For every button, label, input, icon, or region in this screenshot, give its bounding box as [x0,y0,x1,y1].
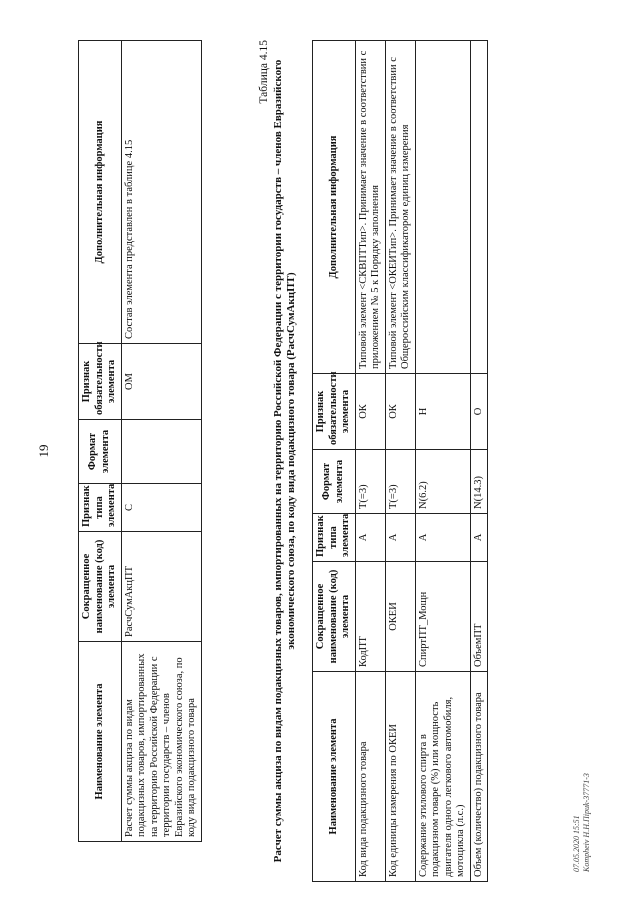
cell: Типовой элемент <ОКЕИТип>. Принимает значение в соответствии с Общероссийским классификатором единиц измерения [385,41,415,374]
table-header-row [313,41,356,882]
cell [470,41,488,374]
cell: РасчСумАкцПТ [121,532,201,642]
cell: ОбъемПТ [470,562,488,672]
header-cell: Дополнительная информация [79,41,122,344]
cell: Содержание этилового спирта в подакцизном товаре (%) или мощность двигателя одного легкового автомобиля, мотоцикла (л.с.) [415,672,470,882]
header-cell: Признак обязательности элемента [79,344,122,420]
cell: Н [415,374,470,450]
stamp-date: 07.05.2020 15:51 [572,815,581,872]
cell: А [470,514,488,562]
table-title: Расчет суммы акциза по видам подакцизных товаров, импортированных на территорию Российской Федерации с территории государств – членов Евразийского экономического союза, по коду вида подакцизного товара (РасчСумАкцПТ) [272,59,297,863]
cell: Код вида подакцизного товара [355,672,385,882]
cell: А [385,514,415,562]
print-stamp [572,773,592,872]
header-cell: Наименование элемента [79,642,122,842]
page-number: 19 [36,444,51,458]
header-cell: Сокращенное наименование (код) элемента [313,562,356,672]
cell: КодПТ [355,562,385,672]
cell: СпиртПТ_Мощн [415,562,470,672]
header-cell: Дополнительная информация [313,41,356,374]
cell: А [355,514,385,562]
stamp-id: Kompheiv Н.Н.Пiриk-37771-3 [582,773,591,872]
header-cell: Сокращенное наименование (код) элемента [79,532,122,642]
cell: А [415,514,470,562]
cell: ОК [385,374,415,450]
cell [121,420,201,484]
cell: ОКЕИ [385,562,415,672]
table-row [121,41,201,842]
table-header-row [79,41,122,842]
cell: T(=3) [355,450,385,514]
table-row [355,41,385,882]
table-row [415,41,470,882]
table-row [470,41,488,882]
cell: Объем (количество) подакцизного товара [470,672,488,882]
cell: Код единицы измерения по ОКЕИ [385,672,415,882]
table-4-15 [312,40,488,882]
header-cell: Признак типа элемента [79,484,122,532]
header-cell: Формат элемента [313,450,356,514]
header-cell: Признак типа элемента [313,514,356,562]
table-row [385,41,415,882]
cell: N(6.2) [415,450,470,514]
cell: Типовой элемент <СКВПТТип>. Принимает значение в соответствии с приложением № 5 к Порядку заполнения [355,41,385,374]
cell: ОК [355,374,385,450]
header-cell: Наименование элемента [313,672,356,882]
cell: С [121,484,201,532]
cell [415,41,470,374]
cell: Расчет суммы акциза по видам подакцизных товаров, импортированных на территорию Российской Федерации с территории государств – членов Евразийского экономического союза, по коду вида подакцизного товара [121,642,201,842]
cell: N(14.3) [470,450,488,514]
cell: T(=3) [385,450,415,514]
cell: ОМ [121,344,201,420]
table-continuation [78,40,202,842]
cell: О [470,374,488,450]
header-cell: Формат элемента [79,420,122,484]
table-number: Таблица 4.15 [258,40,270,104]
cell: Состав элемента представлен в таблице 4.15 [121,41,201,344]
header-cell: Признак обязательности элемента [313,374,356,450]
